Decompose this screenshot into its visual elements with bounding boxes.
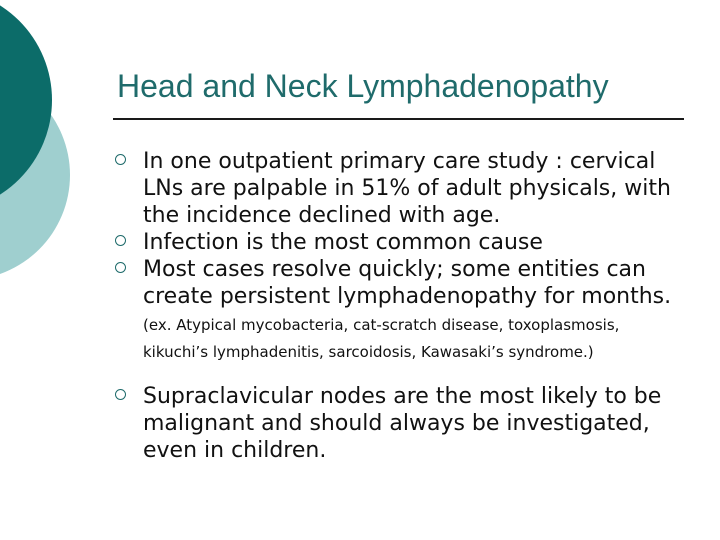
hollow-circle-bullet-icon xyxy=(115,235,126,246)
title-underline xyxy=(113,118,684,120)
bullet-note: (ex. Atypical mycobacteria, cat-scratch disease, toxoplasmosis, kikuchi’s lymphadenitis, sarcoidosis, Kawasaki’s syndrome.) xyxy=(143,316,620,361)
hollow-circle-bullet-icon xyxy=(115,262,126,273)
hollow-circle-bullet-icon xyxy=(115,154,126,165)
slide-title: Head and Neck Lymphadenopathy xyxy=(117,68,609,104)
bullet-text: In one outpatient primary care study : cervical LNs are palpable in 51% of adult physicals, with the incidence declined with age. xyxy=(143,149,671,228)
bullet-item xyxy=(115,229,685,256)
bullet-text: Most cases resolve quickly; some entities can create persistent lymphadenopathy for months. xyxy=(143,257,672,309)
bullet-text: Infection is the most common cause xyxy=(143,230,543,255)
bullet-item xyxy=(115,383,685,464)
bullet-text: Supraclavicular nodes are the most likely to be malignant and should always be investigated, even in children. xyxy=(143,384,662,463)
decorative-circles xyxy=(0,0,110,300)
hollow-circle-bullet-icon xyxy=(115,389,126,400)
bullet-item xyxy=(115,148,685,229)
bullet-item xyxy=(115,256,685,364)
bullet-list xyxy=(115,148,685,464)
